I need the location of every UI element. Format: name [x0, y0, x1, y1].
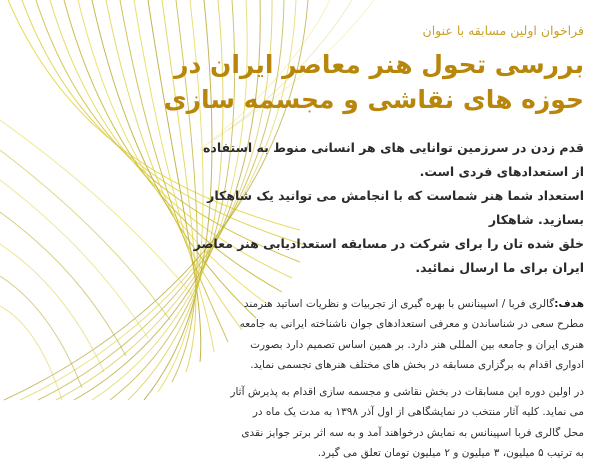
poster-title-line-1: بررسی تحول هنر معاصر ایران در [174, 49, 584, 79]
poster-lede-line-2: استعداد شما هنر شماست که با انجامش می توانید یک شاهکار بسازید. شاهکار [207, 187, 584, 227]
poster-paragraph-goal-line-4: ادواری اقدام به برگزاری مسابقه در بخش های مختلف هنرهای تجسمی نماید. [250, 359, 584, 372]
poster-title [163, 47, 584, 118]
poster-lede [188, 136, 584, 280]
poster-paragraph-goal-label: هدف: [554, 297, 584, 310]
poster-paragraph-details-line-1: در اولین دوره این مسابقات در بخش نقاشی و مجسمه سازی اقدام به پذیرش آثار [230, 385, 584, 398]
poster-lede-line-3: خلق شده تان را برای شرکت در مسابقه استعدادیابی هنر معاصر ایران برای ما ارسال نمائید. [193, 235, 584, 275]
poster-title-line-2: حوزه های نقاشی و مجسمه سازی [163, 85, 584, 115]
poster-paragraph-goal-text-1: گالری فربا / اسپینانس با بهره گیری از تجربیات و نظریات اساتید هنرمند [243, 297, 555, 310]
poster-paragraph-goal-line-2: مطرح سعی در شناساندن و معرفی استعدادهای جوان ناشناخته ایرانی به جامعه [239, 318, 584, 331]
poster-text-column [163, 22, 584, 470]
poster-paragraph-details-line-2: می نماید. کلیه آثار منتخب در نمایشگاهی از اول آذر ۱۳۹۸ به مدت یک ماه در [252, 406, 584, 419]
poster-paragraph-goal-line-3: هنری ایران و جامعه بین المللی هنر دارد. بر همین اساس تصمیم دارد بصورت [250, 338, 584, 351]
poster-paragraph-goal [188, 294, 584, 376]
poster-paragraph-details-line-3: محل گالری فربا اسپینانس به نمایش درخواهند آمد و به سه اثر برتر جوایز نقدی [241, 426, 584, 439]
poster-paragraph-details [188, 382, 584, 464]
poster-paragraph-details-line-4: به ترتیب ۵ میلیون، ۳ میلیون و ۲ میلیون تومان تعلق می گیرد. [317, 447, 584, 460]
poster-paragraph-goal-line-1 [188, 294, 584, 314]
poster-body [188, 294, 584, 464]
poster-kicker: فراخوان اولین مسابقه با عنوان [422, 23, 584, 38]
poster-lede-line-1: قدم زدن در سرزمین توانایی های هر انسانی منوط به استفاده از استعدادهای فردی است. [203, 139, 584, 179]
